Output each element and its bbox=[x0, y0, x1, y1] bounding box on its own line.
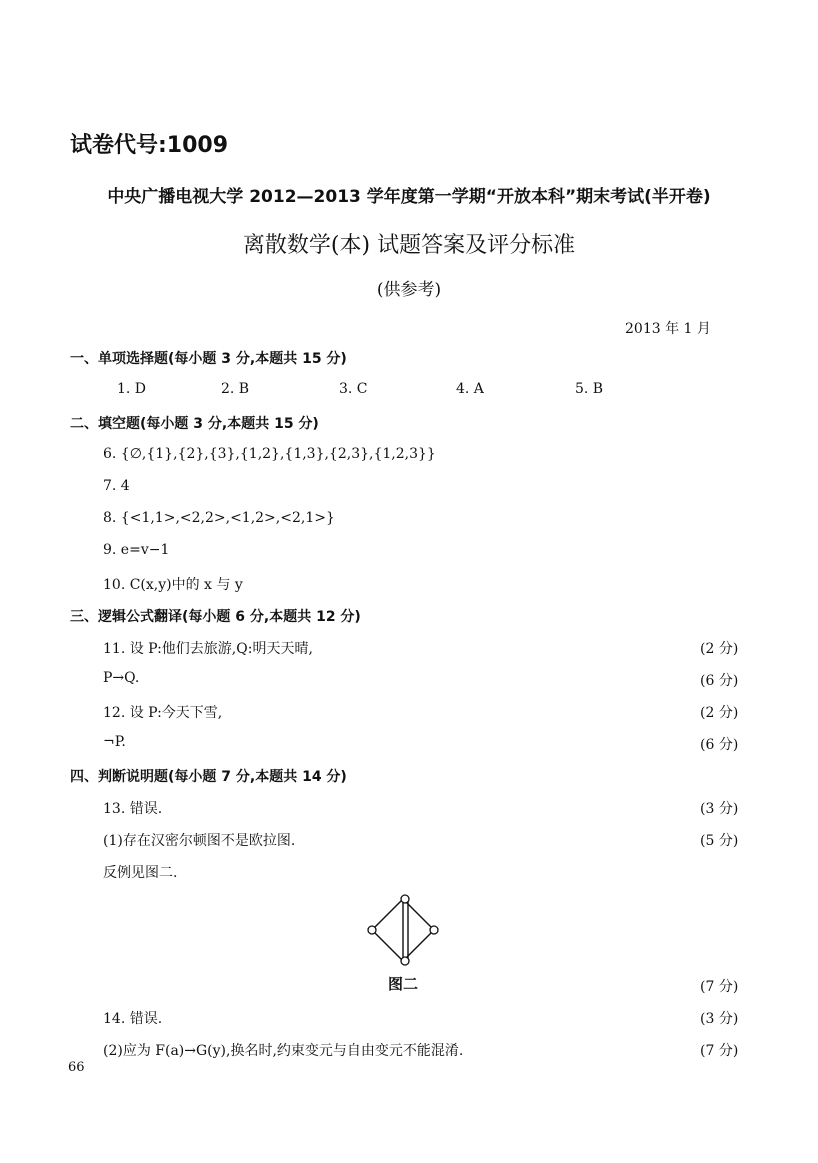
subtitle: (供参考) bbox=[376, 280, 442, 300]
graph-vertex-top bbox=[401, 895, 409, 903]
graph-vertex-right bbox=[430, 926, 438, 934]
section3-heading: 三、逻辑公式翻译(每小题 6 分,本题共 12 分) bbox=[70, 609, 361, 625]
graph-vertex-left bbox=[368, 926, 376, 934]
translation-12-text: 12. 设 P:今天下雪, bbox=[103, 705, 223, 721]
figure-caption: 图二 bbox=[388, 975, 419, 993]
translation-12-formula: ¬P. bbox=[103, 734, 126, 750]
figure-score: (7 分) bbox=[700, 979, 739, 995]
translation-11-score: (2 分) bbox=[700, 641, 739, 657]
answer-5: 5. B bbox=[575, 381, 604, 397]
exam-date: 2013 年 1 月 bbox=[625, 321, 711, 337]
translation-11-formula: P→Q. bbox=[103, 670, 140, 686]
translation-12-formula-score: (6 分) bbox=[700, 737, 739, 753]
exam-header: 中央广播电视大学 2012—2013 学年度第一学期“开放本科”期末考试(半开卷) bbox=[107, 187, 711, 207]
section1-heading: 一、单项选择题(每小题 3 分,本题共 15 分) bbox=[70, 351, 347, 367]
answer-1: 1. D bbox=[117, 381, 147, 397]
section4-heading: 四、判断说明题(每小题 7 分,本题共 14 分) bbox=[70, 769, 347, 785]
paper-code: 试卷代号:1009 bbox=[70, 133, 229, 158]
fill-answer-6: 6. {∅,{1},{2},{3},{1,2},{1,3},{2,3},{1,2,3}} bbox=[103, 446, 436, 462]
judge-13-score: (3 分) bbox=[700, 801, 739, 817]
judge-14-reason: (2)应为 F(a)→G(y),换名时,约束变元与自由变元不能混淆. bbox=[103, 1043, 464, 1059]
judge-13-reason: (1)存在汉密尔顿图不是欧拉图. bbox=[103, 833, 296, 849]
page-title: 离散数学(本) 试题答案及评分标准 bbox=[242, 233, 576, 258]
answer-2: 2. B bbox=[221, 381, 250, 397]
translation-11-formula-score: (6 分) bbox=[700, 673, 739, 689]
graph-figure bbox=[360, 893, 450, 969]
section2-heading: 二、填空题(每小题 3 分,本题共 15 分) bbox=[70, 416, 319, 432]
judge-14-reason-score: (7 分) bbox=[700, 1043, 739, 1059]
judge-14-text: 14. 错误. bbox=[103, 1011, 163, 1027]
answer-3: 3. C bbox=[339, 381, 368, 397]
translation-11-text: 11. 设 P:他们去旅游,Q:明天天晴, bbox=[103, 641, 313, 657]
fill-answer-8: 8. {<1,1>,<2,2>,<1,2>,<2,1>} bbox=[103, 510, 335, 526]
judge-13-example: 反例见图二. bbox=[103, 865, 178, 881]
graph-vertex-bottom bbox=[401, 957, 409, 965]
fill-answer-9: 9. e=v−1 bbox=[103, 542, 170, 558]
judge-14-score: (3 分) bbox=[700, 1011, 739, 1027]
fill-answer-10: 10. C(x,y)中的 x 与 y bbox=[103, 577, 243, 593]
answer-4: 4. A bbox=[456, 381, 484, 397]
judge-13-text: 13. 错误. bbox=[103, 801, 163, 817]
page-number: 66 bbox=[68, 1060, 85, 1075]
judge-13-reason-score: (5 分) bbox=[700, 833, 739, 849]
fill-answer-7: 7. 4 bbox=[103, 478, 130, 494]
translation-12-score: (2 分) bbox=[700, 705, 739, 721]
